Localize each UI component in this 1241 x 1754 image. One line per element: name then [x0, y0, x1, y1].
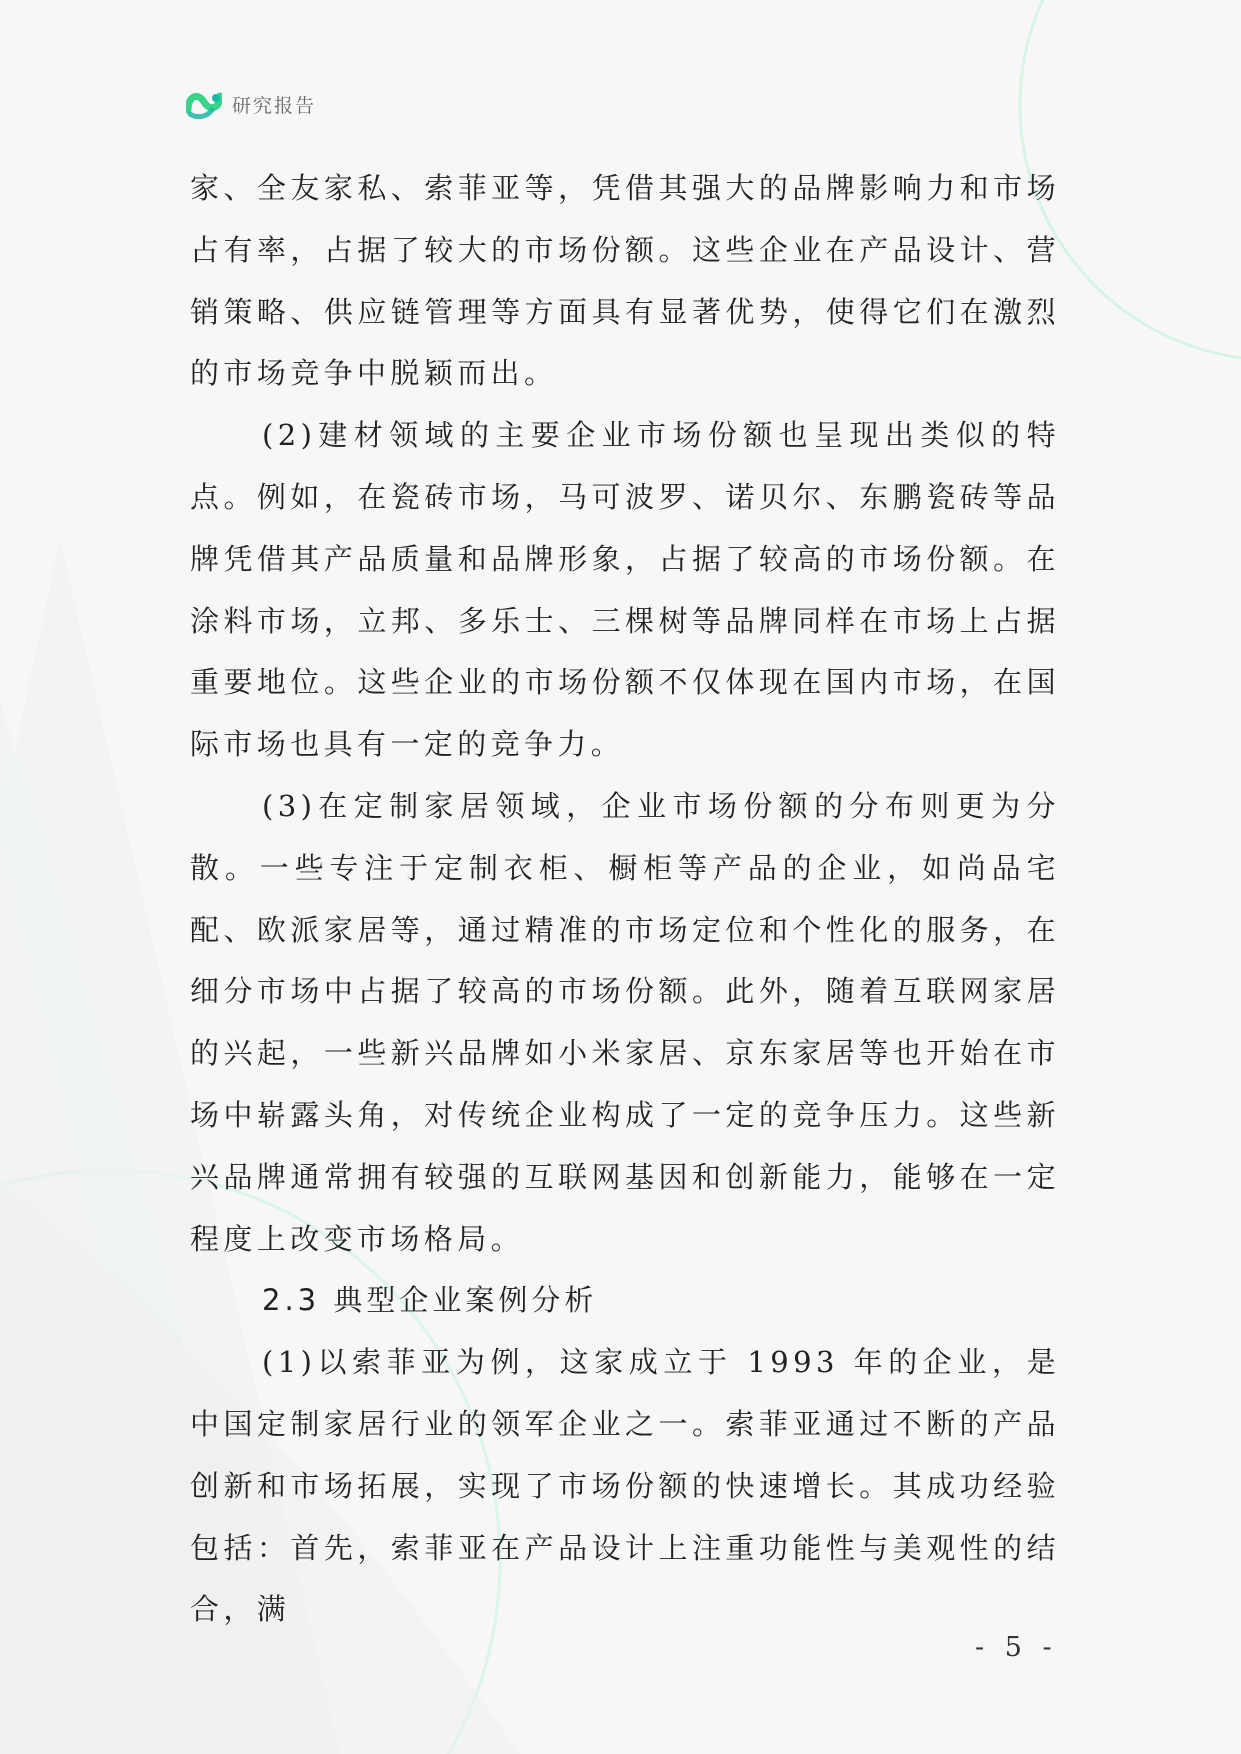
paragraph-3: (3)在定制家居领域，企业市场份额的分布则更为分散。一些专注于定制衣柜、橱柜等产品的企业，如尚品宅配、欧派家居等，通过精准的市场定位和个性化的服务，在细分市场中占据了较高的市场份额。此外，随着互联网家居的兴起，一些新兴品牌如小米家居、京东家居等也开始在市场中崭露头角，对传统企业构成了一定的竞争压力。这些新兴品牌通常拥有较强的互联网基因和创新能力，能够在一定程度上改变市场格局。 [190, 788, 1060, 1256]
section-heading: 2.3 典型企业案例分析 [262, 1283, 598, 1318]
paragraph-1: 家、全友家私、索菲亚等，凭借其强大的品牌影响力和市场占有率，占据了较大的市场份额。这些企业在产品设计、营销策略、供应链管理等方面具有显著优势，使得它们在激烈的市场竞争中脱颖而出。 [190, 171, 1060, 391]
logo-icon [186, 88, 222, 120]
paragraph-4: (1)以索菲亚为例，这家成立于 1993 年的企业，是中国定制家居行业的领军企业之一。索菲亚通过不断的产品创新和市场拓展，实现了市场份额的快速增长。其成功经验包括：首先，索菲亚在产品设计上注重功能性与美观性的结合，满 [190, 1345, 1060, 1627]
page-number: - 5 - [975, 1632, 1058, 1663]
document-body [190, 158, 1060, 1641]
paragraph-2: (2)建材领域的主要企业市场份额也呈现出类似的特点。例如，在瓷砖市场，马可波罗、诺贝尔、东鹏瓷砖等品牌凭借其产品质量和品牌形象，占据了较高的市场份额。在涂料市场，立邦、多乐士、三棵树等品牌同样在市场上占据重要地位。这些企业的市场份额不仅体现在国内市场，在国际市场也具有一定的竞争力。 [190, 418, 1060, 762]
header-title: 研究报告 [232, 94, 317, 117]
page-header [186, 88, 316, 120]
